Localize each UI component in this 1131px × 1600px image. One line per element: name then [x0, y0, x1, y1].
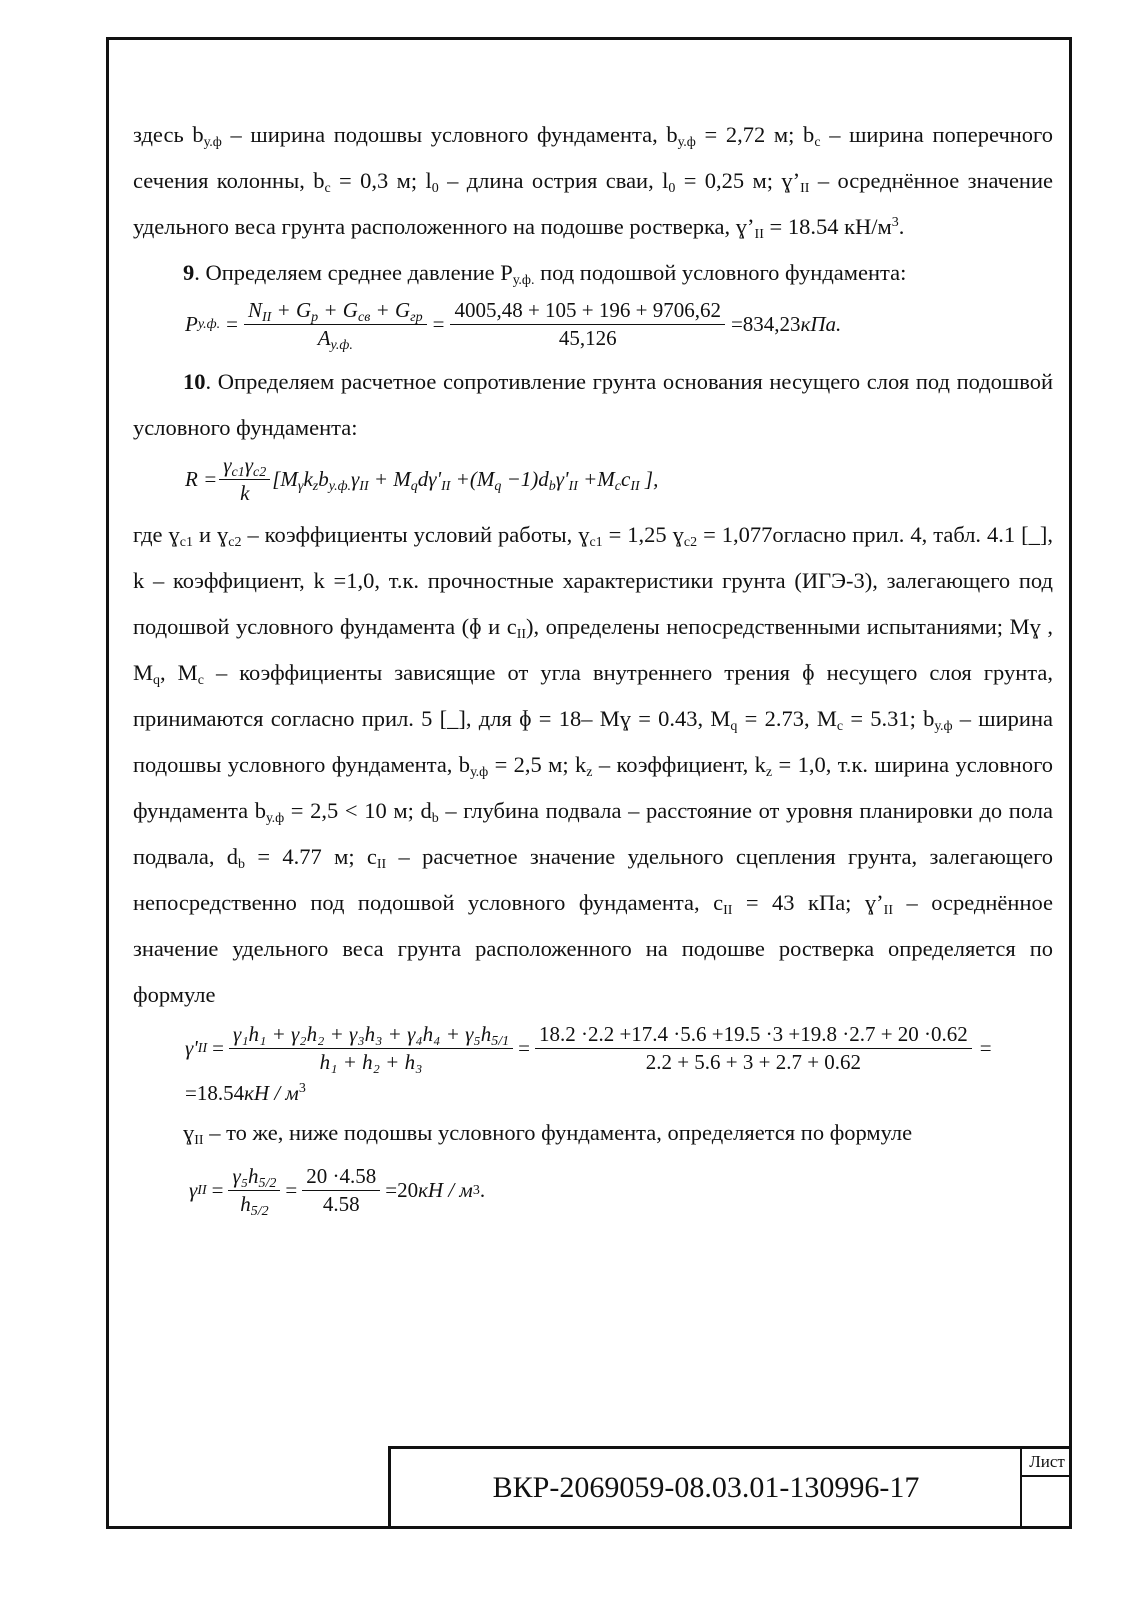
- title-block: [388, 1446, 1072, 1529]
- document-body: [133, 112, 1054, 1219]
- formula-design-resistance: R = $\frac{\gamma_{c1}\gamma_{c2}}{k}$ [$M_\gamma k_zb_{у.ф.}\gamma_{II} + M_qd\gamma'_{II} +(M_q -1)d_b\gamma'_{II} +M_cc_{II}$ ],: [185, 453, 659, 505]
- formula-average-pressure: P у.ф. = $\frac{N_{II} + G_p + G_{св} + G_{гр}}{A_{у.ф.}}$ = $\frac{4005,48 + 105 + 196 + 9706,62}{45,126}$ =834,23 кПа.: [185, 298, 842, 353]
- sheet-label: Лист: [1022, 1449, 1072, 1477]
- formula-unit-weight-below: γ II = $\frac{\gamma_5h_{5/2}}{h_{5/2}}$ = $\frac{20 \cdot 4.58}{4.58}$ =20 кН / м 3 .: [189, 1164, 486, 1219]
- step-number: 10: [183, 369, 206, 394]
- paragraph-definitions-2: где ɣ$_{c1}$ и ɣ$_{c2}$ – коэффициенты условий работы, ɣ$_{c1}$ = 1,25 ɣ$_{c2}$ = 1,077огласно прил. 4, табл. 4.1 [_], k – коэффициент, k =1,0, т.к. прочностные характеристики грунта (ИГЭ-3), залегающего под подошвой условного фундамента (ɸ и $c_{II}$), определены непосредственными испытаниями; Mɣ , $M_q$, $M_c$ – коэффициенты зависящие от угла внутреннего трения ɸ несущего слоя грунта, принимаются согласно прил. 5 [_], для ɸ = 18– Mɣ = 0.43, $M_q = 2.73$, $M_c = 5.31$; $b_{у.ф}$ – ширина подошвы условного фундамента, $b_{у.ф} = 2,5$ м; $k_z$ – коэффициент, $k_z = 1,0$, т.к. ширина условного фундамента $b_{у.ф} = 2,5 < 10$ м; $d_b$ – глубина подвала – расстояние от уровня планировки до пола подвала, $d_b = 4.77$ м; $c_{II}$ – расчетное значение удельного сцепления грунта, залегающего непосредственно под подошвой условного фундамента, $c_{II} = 43$ кПа; $ɣ’_{II}$ – осреднённое значение удельного веса грунта расположенного на подошве ростверка определяется по формуле: [133, 522, 1054, 1007]
- paragraph-step-9: 9. Определяем среднее давление $P_{у.ф.}$ под подошвой условного фундамента:: [183, 260, 907, 288]
- sheet-number-box: [1020, 1449, 1072, 1529]
- formula-avg-unit-weight: γ' II = $\frac{\gamma_1h_1 + \gamma_2h_2 + \gamma_3h_3 + \gamma_4h_4 + \gamma_5h_{5/1}}{\text{h₁ + h₂ + h₃}}$ = $\frac{18.2 \cdot 2.2 +17.4 \cdot 5.6 +19.5 \cdot 3 +19.8 \cdot 2.7 + 20 \cdot 0.62}{2.2 + 5.6 + 3 + 2.7 + 0.62}$ =: [185, 1022, 992, 1074]
- paragraph-step-10: 10. Определяем расчетное сопротивление грунта основания несущего слоя под подошвой условного фундамента:: [133, 369, 1053, 440]
- document-code: ВКР-2069059-08.03.01-130996-17: [492, 1471, 920, 1504]
- paragraph-definitions-1: здесь $b_{у.ф}$ – ширина подошвы условного фундамента, $b_{у.ф} = 2,72$ м; $b_c$ – ширина поперечного сечения колонны, $b_c = 0,3$ м; $l_0$ – длина острия сваи, $l_0 = 0,25$ м; $ɣ’_{II}$ – осреднённое значение удельного веса грунта расположенного на подошве ростверка, $ɣ’_{II} = 18.54$ $кН/м^3$.: [133, 122, 1054, 242]
- formula-avg-unit-weight-result: $=18.54кН / м^3$: [185, 1081, 306, 1105]
- paragraph-unit-weight-below: ɣ$_{II}$ – то же, ниже подошвы условного фундамента, определяется по формуле: [183, 1120, 913, 1148]
- step-number: 9: [183, 260, 195, 285]
